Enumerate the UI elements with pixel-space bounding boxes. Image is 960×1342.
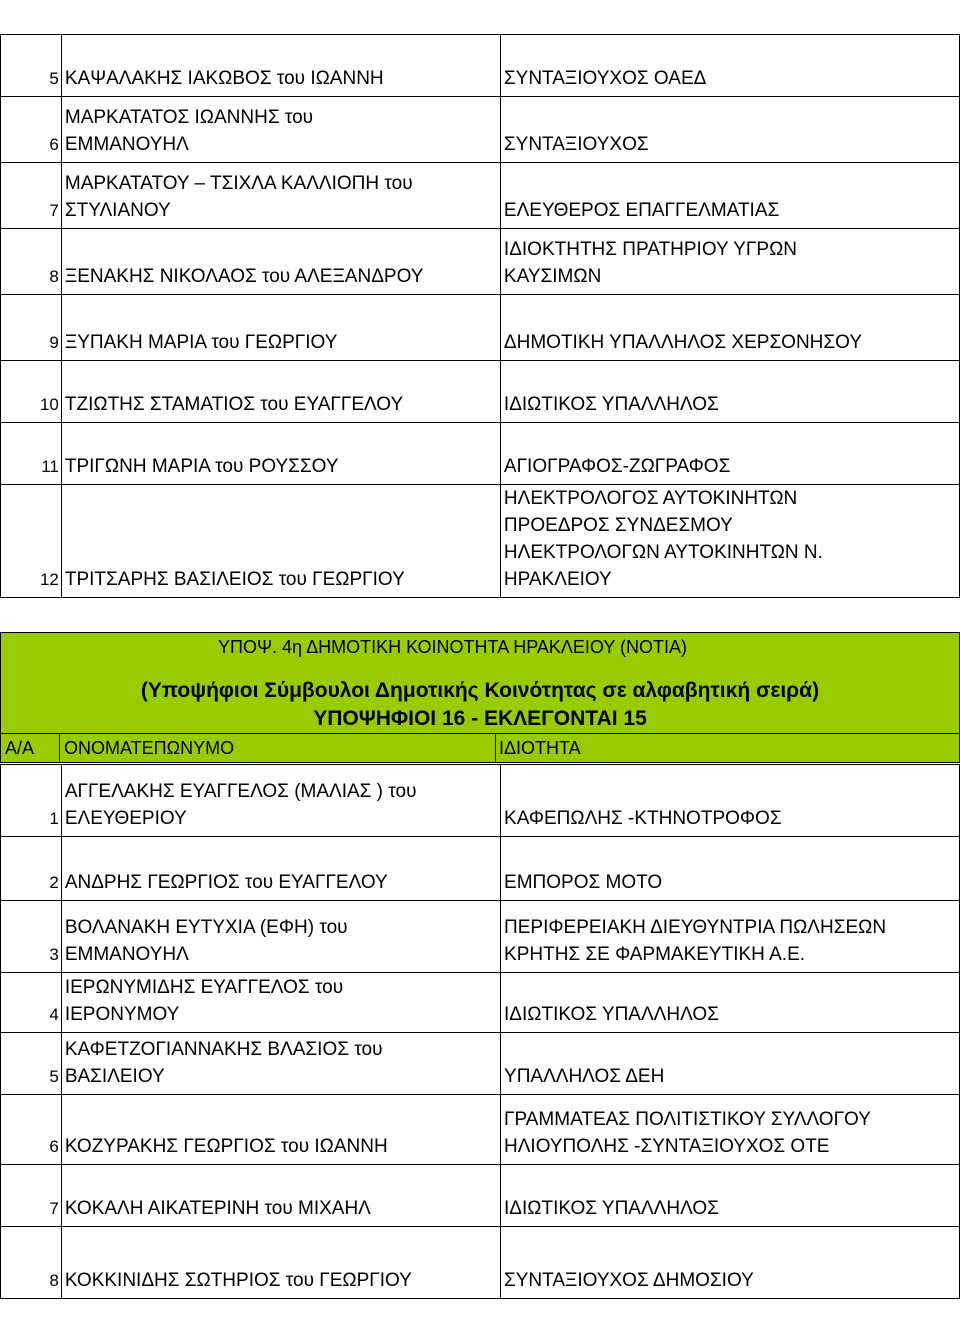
- candidate-occupation: ΙΔΙΟΚΤΗΤΗΣ ΠΡΑΤΗΡΙΟΥ ΥΓΡΩΝ ΚΑΥΣΙΜΩΝ: [500, 229, 959, 295]
- district-header: [0, 632, 960, 735]
- table-row: [1, 35, 960, 97]
- candidate-name: ΚΟΚΑΛΗ ΑΙΚΑΤΕΡΙΝΗ του ΜΙΧΑΗΛ: [61, 1165, 500, 1227]
- candidate-occupation: ΚΑΦΕΠΩΛΗΣ -ΚΤΗΝΟΤΡΟΦΟΣ: [501, 765, 960, 837]
- column-header-occupation: ΙΔΙΟΤΗΤΑ: [499, 738, 581, 758]
- row-number: 5: [1, 35, 62, 97]
- table-row: [1, 1095, 960, 1165]
- column-header-row: [0, 733, 960, 763]
- table-row: [1, 1165, 960, 1227]
- candidate-occupation: ΕΜΠΟΡΟΣ ΜΟΤΟ: [501, 837, 960, 901]
- candidate-occupation: ΙΔΙΩΤΙΚΟΣ ΥΠΑΛΛΗΛΟΣ: [500, 361, 959, 423]
- candidate-name: ΒΟΛΑΝΑΚΗ ΕΥΤΥΧΙΑ (ΕΦΗ) του ΕΜΜΑΝΟΥΗΛ: [61, 901, 500, 973]
- candidate-occupation: ΙΔΙΩΤΙΚΟΣ ΥΠΑΛΛΗΛΟΣ: [501, 1165, 960, 1227]
- table-row: [1, 765, 960, 837]
- row-number: 5: [1, 1033, 62, 1095]
- candidate-name: ΚΑΦΕΤΖΟΓΙΑΝΝΑΚΗΣ ΒΛΑΣΙΟΣ του ΒΑΣΙΛΕΙΟΥ: [61, 1033, 500, 1095]
- candidate-occupation: ΠΕΡΙΦΕΡΕΙΑΚΗ ΔΙΕΥΘΥΝΤΡΙΑ ΠΩΛΗΣΕΩΝ ΚΡΗΤΗΣ ΣΕ ΦΑΡΜΑΚΕΥΤΙΚΗ Α.Ε.: [501, 901, 960, 973]
- candidate-name: ΙΕΡΩΝΥΜΙΔΗΣ ΕΥΑΓΓΕΛΟΣ του ΙΕΡΟΝΥΜΟΥ: [61, 973, 500, 1033]
- candidate-occupation: ΕΛΕΥΘΕΡΟΣ ΕΠΑΓΓΕΛΜΑΤΙΑΣ: [500, 163, 959, 229]
- table-row: [1, 163, 960, 229]
- row-number: 9: [1, 295, 62, 361]
- candidate-name: ΞΥΠΑΚΗ ΜΑΡΙΑ του ΓΕΩΡΓΙΟΥ: [61, 295, 500, 361]
- candidate-occupation: ΣΥΝΤΑΞΙΟΥΧΟΣ ΟΑΕΔ: [500, 35, 959, 97]
- candidate-occupation: ΓΡΑΜΜΑΤΕΑΣ ΠΟΛΙΤΙΣΤΙΚΟΥ ΣΥΛΛΟΓΟΥ ΗΛΙΟΥΠΟΛΗΣ -ΣΥΝΤΑΞΙΟΥΧΟΣ ΟΤΕ: [501, 1095, 960, 1165]
- table-row: [1, 973, 960, 1033]
- row-number: 4: [1, 973, 62, 1033]
- row-number: 10: [1, 361, 62, 423]
- candidates-table-upper: [0, 34, 960, 598]
- row-number: 8: [1, 229, 62, 295]
- candidate-occupation: ΣΥΝΤΑΞΙΟΥΧΟΣ ΔΗΜΟΣΙΟΥ: [501, 1227, 960, 1299]
- table-row: [1, 229, 960, 295]
- candidate-name: ΑΓΓΕΛΑΚΗΣ ΕΥΑΓΓΕΛΟΣ (ΜΑΛΙΑΣ ) του ΕΛΕΥΘΕΡΙΟΥ: [61, 765, 500, 837]
- row-number: 3: [1, 901, 62, 973]
- table-row: [1, 1033, 960, 1095]
- candidate-name: ΑΝΔΡΗΣ ΓΕΩΡΓΙΟΣ του ΕΥΑΓΓΕΛΟΥ: [61, 837, 500, 901]
- candidate-name: ΚΟΚΚΙΝΙΔΗΣ ΣΩΤΗΡΙΟΣ του ΓΕΩΡΓΙΟΥ: [61, 1227, 500, 1299]
- table-row: [1, 485, 960, 598]
- district-title: ΥΠΟΨ. 4η ΔΗΜΟΤΙΚΗ ΚΟΙΝΟΤΗΤΑ ΗΡΑΚΛΕΙΟΥ (ΝΟΤΙΑ): [218, 637, 688, 657]
- candidate-occupation: ΔΗΜΟΤΙΚΗ ΥΠΑΛΛΗΛΟΣ ΧΕΡΣΟΝΗΣΟΥ: [500, 295, 959, 361]
- table-row: [1, 97, 960, 163]
- row-number: 11: [1, 423, 62, 485]
- candidates-table-lower: [0, 764, 960, 1299]
- candidate-name: ΚΑΨΑΛΑΚΗΣ ΙΑΚΩΒΟΣ του ΙΩΑΝΝΗ: [61, 35, 500, 97]
- table-row: [1, 1227, 960, 1299]
- table-row: [1, 361, 960, 423]
- candidate-name: ΚΟΖΥΡΑΚΗΣ ΓΕΩΡΓΙΟΣ του ΙΩΑΝΝΗ: [61, 1095, 500, 1165]
- row-number: 6: [1, 97, 62, 163]
- table-row: [1, 901, 960, 973]
- candidate-name: ΞΕΝΑΚΗΣ ΝΙΚΟΛΑΟΣ του ΑΛΕΞΑΝΔΡΟΥ: [61, 229, 500, 295]
- table-row: [1, 423, 960, 485]
- row-number: 2: [1, 837, 62, 901]
- section-subtitle: (Υποψήφιοι Σύμβουλοι Δημοτικής Κοινότητας σε αλφαβητική σειρά): [140, 679, 820, 702]
- candidate-occupation: ΥΠΑΛΛΗΛΟΣ ΔΕΗ: [501, 1033, 960, 1095]
- candidate-name: ΤΡΙΤΣΑΡΗΣ ΒΑΣΙΛΕΙΟΣ του ΓΕΩΡΓΙΟΥ: [61, 485, 500, 598]
- candidate-occupation: ΙΔΙΩΤΙΚΟΣ ΥΠΑΛΛΗΛΟΣ: [501, 973, 960, 1033]
- candidate-name: ΜΑΡΚΑΤΑΤΟΣ ΙΩΑΝΝΗΣ του ΕΜΜΑΝΟΥΗΛ: [61, 97, 500, 163]
- candidate-name: ΤΖΙΩΤΗΣ ΣΤΑΜΑΤΙΟΣ του ΕΥΑΓΓΕΛΟΥ: [61, 361, 500, 423]
- column-header-number: Α/Α: [5, 738, 35, 758]
- column-header-name: ΟΝΟΜΑΤΕΠΩΝΥΜΟ: [64, 738, 235, 758]
- row-number: 8: [1, 1227, 62, 1299]
- candidate-occupation: ΑΓΙΟΓΡΑΦΟΣ-ΖΩΓΡΑΦΟΣ: [500, 423, 959, 485]
- candidate-occupation: ΣΥΝΤΑΞΙΟΥΧΟΣ: [500, 97, 959, 163]
- candidate-name: ΤΡΙΓΩΝΗ ΜΑΡΙΑ του ΡΟΥΣΣΟΥ: [61, 423, 500, 485]
- candidates-count: ΥΠΟΨΗΦΙΟΙ 16 - ΕΚΛΕΓΟΝΤΑΙ 15: [313, 707, 647, 730]
- row-number: 7: [1, 163, 62, 229]
- table-row: [1, 295, 960, 361]
- candidate-name: ΜΑΡΚΑΤΑΤΟΥ – ΤΣΙΧΛΑ ΚΑΛΛΙΟΠΗ του ΣΤΥΛΙΑΝΟΥ: [61, 163, 500, 229]
- candidate-occupation: ΗΛΕΚΤΡΟΛΟΓΟΣ ΑΥΤΟΚΙΝΗΤΩΝ ΠΡΟΕΔΡΟΣ ΣΥΝΔΕΣΜΟΥ ΗΛΕΚΤΡΟΛΟΓΩΝ ΑΥΤΟΚΙΝΗΤΩΝ Ν. ΗΡΑΚΛΕΙΟΥ: [500, 485, 959, 598]
- row-number: 6: [1, 1095, 62, 1165]
- row-number: 1: [1, 765, 62, 837]
- table-row: [1, 837, 960, 901]
- row-number: 7: [1, 1165, 62, 1227]
- row-number: 12: [1, 485, 62, 598]
